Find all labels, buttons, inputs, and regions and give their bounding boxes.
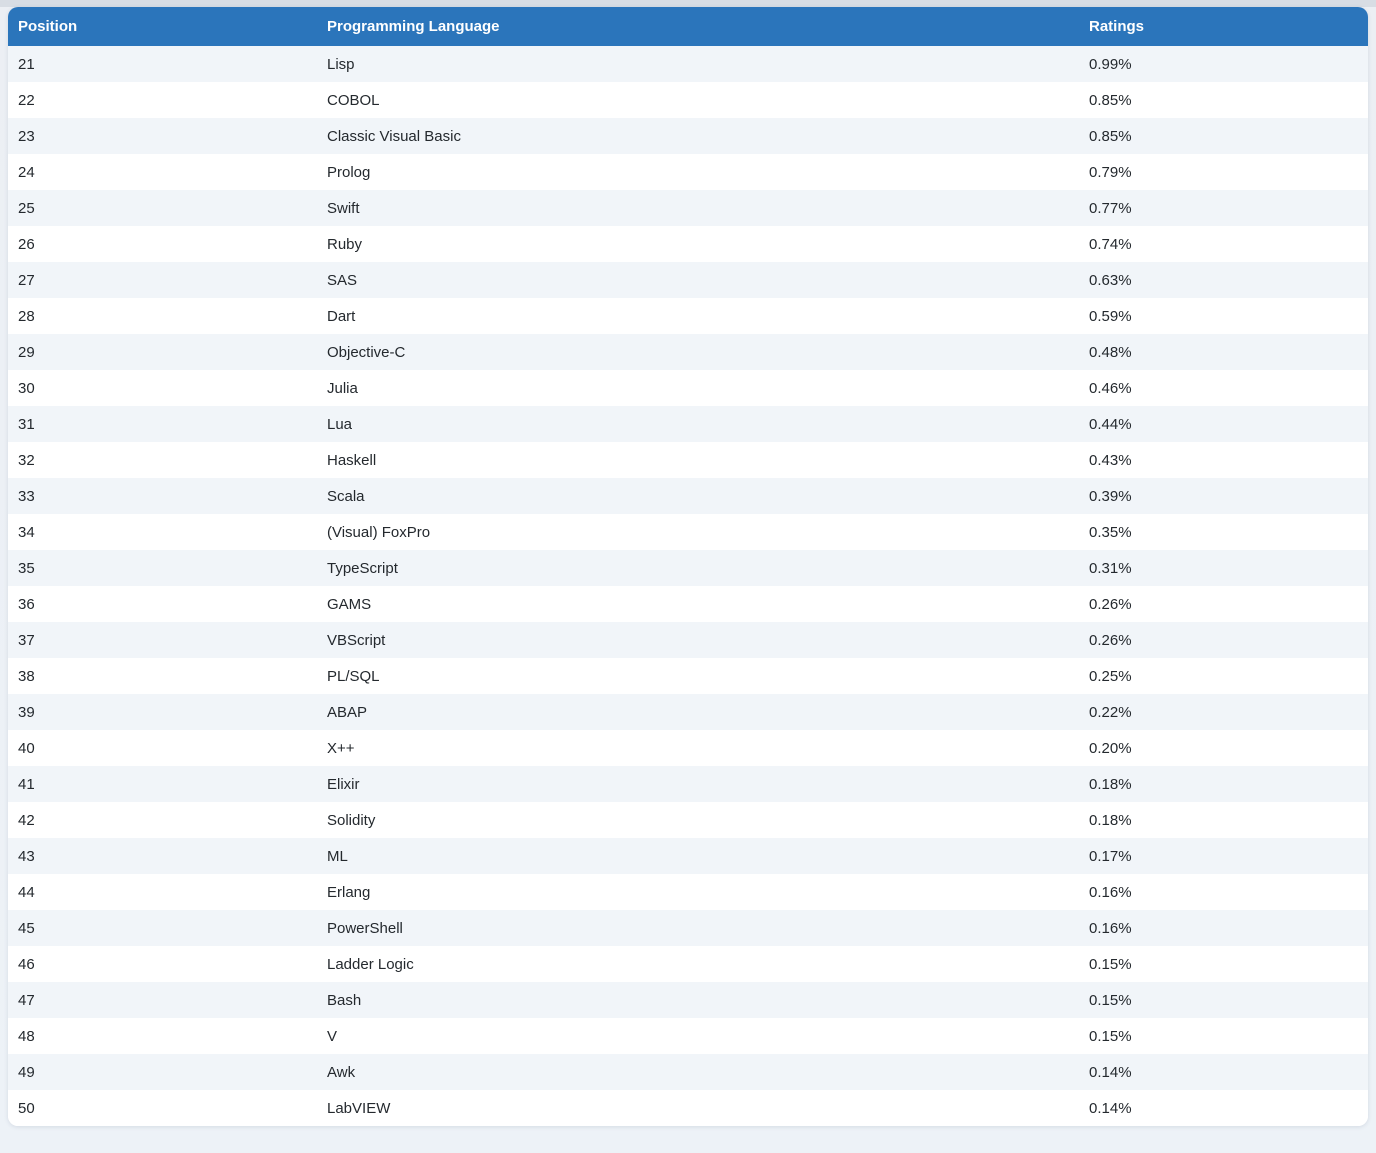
rating-cell: 0.18% [1089,811,1132,829]
position-cell: 33 [18,487,35,505]
language-rankings-table [8,7,1368,1126]
rating-cell: 0.26% [1089,631,1132,649]
position-cell: 50 [18,1099,35,1117]
position-cell: 32 [18,451,35,469]
table-row [8,1018,1368,1054]
table-row [8,406,1368,442]
table-row [8,190,1368,226]
rating-cell: 0.31% [1089,559,1132,577]
table-row [8,622,1368,658]
language-cell: Swift [327,199,360,217]
column-header-programming-language: Programming Language [317,7,1079,46]
position-cell: 43 [18,847,35,865]
position-cell: 44 [18,883,35,901]
language-cell: PL/SQL [327,667,380,685]
position-cell: 37 [18,631,35,649]
language-cell: Prolog [327,163,371,181]
position-cell: 28 [18,307,35,325]
position-cell: 48 [18,1027,35,1045]
language-cell: Dart [327,307,356,325]
language-cell: Ruby [327,235,363,253]
table-row [8,910,1368,946]
position-cell: 46 [18,955,35,973]
position-cell: 29 [18,343,35,361]
table-body [8,46,1368,1126]
table-row [8,946,1368,982]
table-row [8,262,1368,298]
language-cell: V [327,1027,338,1045]
table-row [8,874,1368,910]
language-cell: Lua [327,415,353,433]
language-cell: Solidity [327,811,376,829]
table-row [8,802,1368,838]
rating-cell: 0.15% [1089,955,1132,973]
rating-cell: 0.63% [1089,271,1132,289]
position-cell: 21 [18,55,35,73]
language-cell: Bash [327,991,362,1009]
language-cell: Classic Visual Basic [327,127,461,145]
position-cell: 40 [18,739,35,757]
position-cell: 22 [18,91,35,109]
top-edge-strip [0,0,1376,7]
position-cell: 36 [18,595,35,613]
position-cell: 24 [18,163,35,181]
rating-cell: 0.99% [1089,55,1132,73]
table-header-row [8,7,1368,46]
table-row [8,298,1368,334]
position-cell: 38 [18,667,35,685]
language-cell: PowerShell [327,919,403,937]
table-row [8,334,1368,370]
table-row [8,514,1368,550]
rankings-table-card [8,7,1368,1126]
rating-cell: 0.48% [1089,343,1132,361]
rating-cell: 0.74% [1089,235,1132,253]
position-cell: 30 [18,379,35,397]
language-cell: Ladder Logic [327,955,414,973]
table-row [8,1054,1368,1090]
rating-cell: 0.20% [1089,739,1132,757]
language-cell: Elixir [327,775,360,793]
rating-cell: 0.39% [1089,487,1132,505]
rating-cell: 0.44% [1089,415,1132,433]
language-cell: Haskell [327,451,377,469]
table-row [8,838,1368,874]
rating-cell: 0.85% [1089,91,1132,109]
rating-cell: 0.85% [1089,127,1132,145]
position-cell: 31 [18,415,35,433]
language-cell: COBOL [327,91,380,109]
language-cell: Lisp [327,55,355,73]
rating-cell: 0.16% [1089,919,1132,937]
position-cell: 45 [18,919,35,937]
column-header-ratings: Ratings [1079,7,1368,46]
position-cell: 42 [18,811,35,829]
language-cell: LabVIEW [327,1099,391,1117]
table-row [8,370,1368,406]
rating-cell: 0.43% [1089,451,1132,469]
position-cell: 39 [18,703,35,721]
rating-cell: 0.17% [1089,847,1132,865]
language-cell: SAS [327,271,358,289]
rating-cell: 0.22% [1089,703,1132,721]
rating-cell: 0.14% [1089,1099,1132,1117]
position-cell: 41 [18,775,35,793]
table-row [8,154,1368,190]
table-row [8,694,1368,730]
rating-cell: 0.59% [1089,307,1132,325]
rating-cell: 0.18% [1089,775,1132,793]
table-header [8,7,1368,46]
language-cell: Erlang [327,883,371,901]
language-cell: Objective-C [327,343,406,361]
column-header-position: Position [8,7,317,46]
table-row [8,730,1368,766]
rating-cell: 0.25% [1089,667,1132,685]
table-row [8,118,1368,154]
position-cell: 26 [18,235,35,253]
position-cell: 25 [18,199,35,217]
language-cell: VBScript [327,631,386,649]
language-cell: (Visual) FoxPro [327,523,431,541]
rating-cell: 0.26% [1089,595,1132,613]
language-cell: Awk [327,1063,356,1081]
language-cell: ML [327,847,348,865]
position-cell: 34 [18,523,35,541]
rating-cell: 0.77% [1089,199,1132,217]
table-row [8,982,1368,1018]
position-cell: 35 [18,559,35,577]
rating-cell: 0.79% [1089,163,1132,181]
table-row [8,586,1368,622]
table-row [8,46,1368,82]
table-row [8,658,1368,694]
rating-cell: 0.46% [1089,379,1132,397]
position-cell: 23 [18,127,35,145]
position-cell: 27 [18,271,35,289]
rating-cell: 0.14% [1089,1063,1132,1081]
table-row [8,1090,1368,1126]
position-cell: 47 [18,991,35,1009]
language-cell: GAMS [327,595,372,613]
rating-cell: 0.15% [1089,1027,1132,1045]
rating-cell: 0.35% [1089,523,1132,541]
language-cell: X++ [327,739,355,757]
rating-cell: 0.16% [1089,883,1132,901]
table-row [8,442,1368,478]
language-cell: ABAP [327,703,368,721]
language-cell: Julia [327,379,358,397]
position-cell: 49 [18,1063,35,1081]
table-row [8,226,1368,262]
language-cell: Scala [327,487,365,505]
rating-cell: 0.15% [1089,991,1132,1009]
table-row [8,766,1368,802]
table-row [8,478,1368,514]
language-cell: TypeScript [327,559,398,577]
table-row [8,82,1368,118]
table-row [8,550,1368,586]
